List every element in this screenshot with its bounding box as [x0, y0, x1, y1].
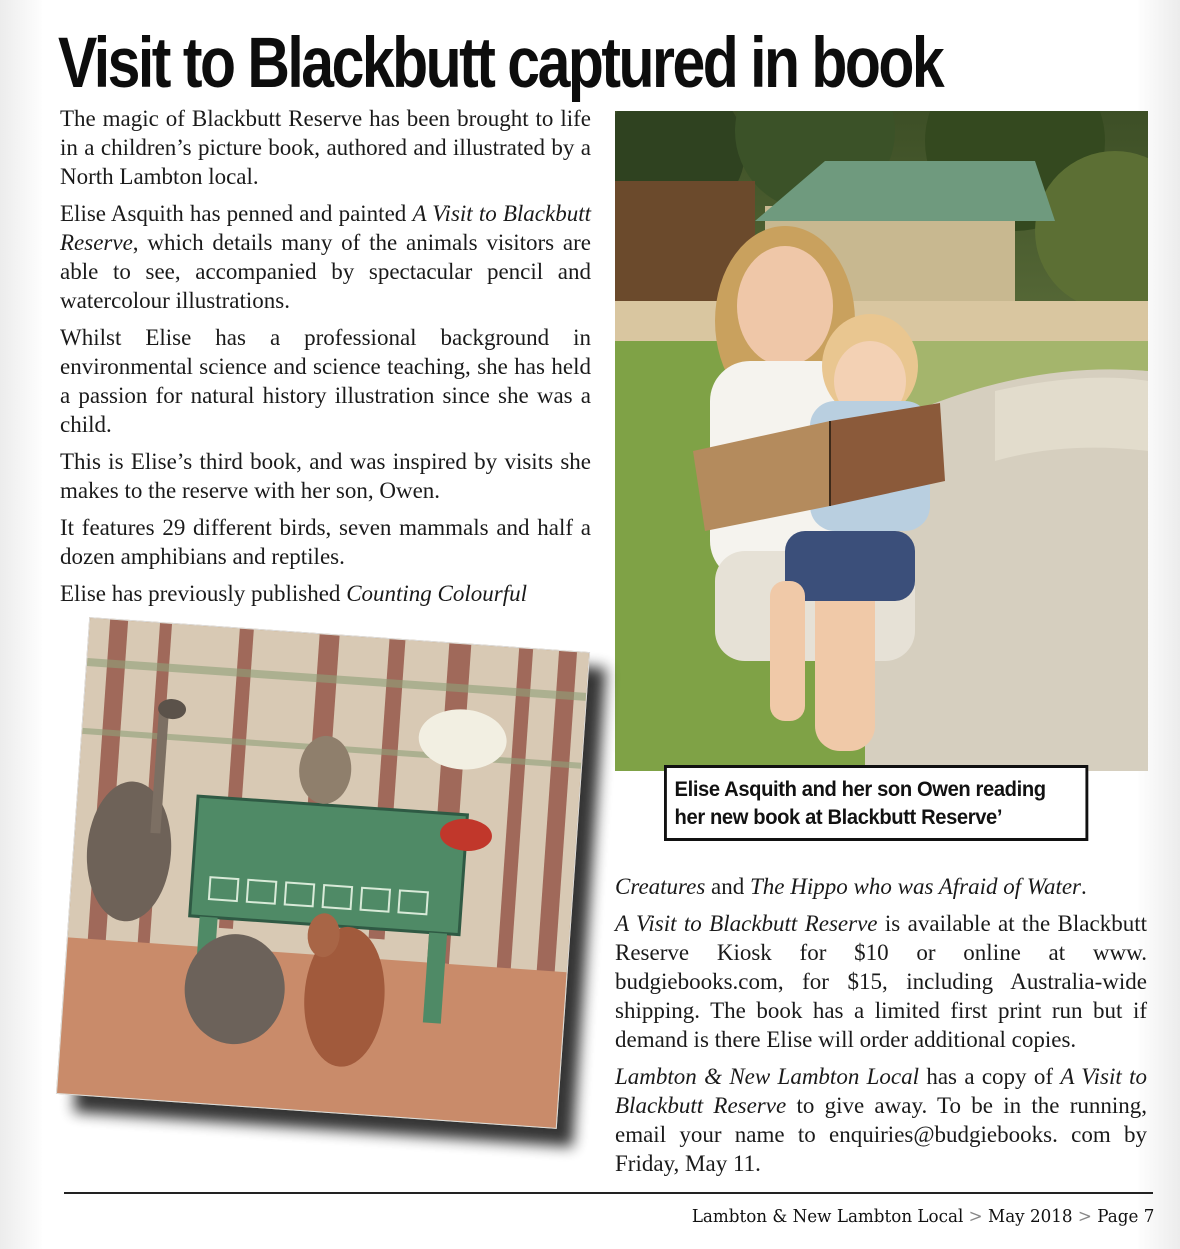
paragraph-background: Whilst Elise has a professional background in environmental science and science teaching, she has held a passion for natural history illustration since she was a child.: [60, 325, 591, 437]
paragraph-availability: [615, 909, 1147, 1054]
paragraph-features: It features 29 different birds, seven mammals and half a dozen amphibians and reptiles.: [60, 515, 591, 569]
headline: Visit to Blackbutt captured in book: [58, 24, 943, 103]
paragraph-giveaway: [615, 1062, 1147, 1178]
book-title: A Visit to Blackbutt Reserve: [60, 201, 592, 255]
footer-separator: >: [968, 1206, 983, 1227]
footer-publication: Lambton & New Lambton Local: [691, 1206, 963, 1227]
paragraph-author: [60, 199, 591, 315]
giveaway-mid-text: has a copy of: [919, 1064, 1061, 1089]
paragraph-previous-text: Elise has previously published: [60, 581, 347, 606]
giveaway-publication-name: Lambton & New Lambton Local: [615, 1064, 920, 1089]
previous-books-end: .: [1081, 874, 1087, 899]
previous-book-title-a: Creatures: [615, 874, 706, 899]
footer-divider: [64, 1192, 1153, 1194]
paragraph-previous: [60, 579, 591, 608]
photo-caption: Elise Asquith and her son Owen reading her new book at Blackbutt Reserve’: [664, 765, 1088, 841]
footer-date: May 2018: [987, 1206, 1073, 1227]
article-photo: [615, 111, 1148, 771]
paragraph-author-text-a: Elise Asquith has penned and painted: [60, 201, 413, 226]
footer-page-number: Page 7: [1096, 1206, 1154, 1227]
page-footer: [691, 1206, 1154, 1227]
book-cover-image: [56, 617, 590, 1129]
previous-book-title-b: The Hippo who was Afraid of Water: [750, 874, 1081, 899]
paragraph-author-text-b: , which details many of the animals visitors are able to see, accompanied by spectacular pencil and watercolour illustrations.: [60, 230, 591, 313]
availability-text: is available at the Blackbutt Reserve Kiosk for $10 or online at www. budgiebooks.com, for $15, including Australia-wide shipping. The book has a limited first print run but if demand is there Elise will order additional copies.: [615, 911, 1147, 1052]
previous-book-title: Counting Colourful: [346, 581, 528, 606]
article-left-column: [60, 104, 591, 616]
giveaway-book-title: A Visit to Blackbutt Reserve: [615, 1064, 1147, 1118]
footer-separator: >: [1077, 1206, 1092, 1227]
giveaway-text: to give away. To be in the running, email your name to enquiries@budgiebooks. com by Friday, May 11.: [615, 1093, 1148, 1176]
paragraph-intro: The magic of Blackbutt Reserve has been brought to life in a children’s picture book, authored and illustrated by a North Lambton local.: [60, 106, 591, 189]
previous-books-and: and: [705, 874, 751, 899]
article-right-column: [615, 872, 1147, 1186]
availability-book-title: A Visit to Blackbutt Reserve: [615, 911, 878, 936]
paragraph-previous-continued: [615, 872, 1147, 901]
paragraph-inspiration: This is Elise’s third book, and was inspired by visits she makes to the reserve with her son, Owen.: [60, 449, 591, 503]
